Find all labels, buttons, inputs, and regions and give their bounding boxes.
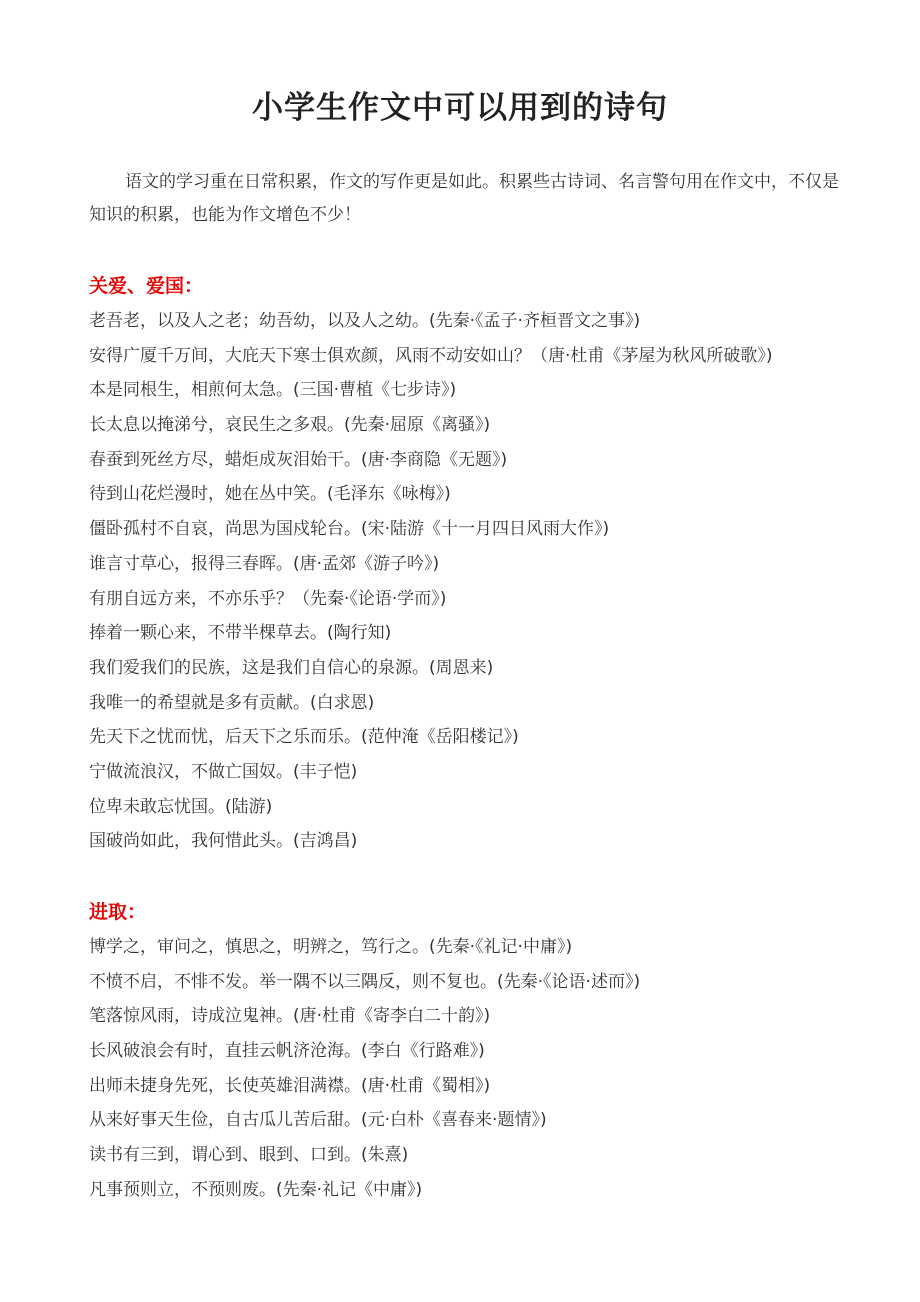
quote-line: 宁做流浪汉，不做亡国奴。(丰子恺): [89, 761, 358, 782]
quote-line: 本是同根生，相煎何太急。(三国·曹植《七步诗》): [89, 380, 457, 401]
quote-list: [89, 304, 869, 859]
section-love-patriotism: [89, 268, 869, 859]
quote-line: 出师未捷身先死，长使英雄泪满襟。(唐·杜甫《蜀相》): [89, 1075, 491, 1096]
quote-line: 安得广厦千万间，大庇天下寒士俱欢颜，风雨不动安如山？（唐·杜甫《茅屋为秋风所破歌》): [89, 345, 773, 366]
quote-line: 读书有三到，谓心到、眼到、口到。(朱熹): [89, 1145, 409, 1166]
quote-line: 不愤不启，不悱不发。举一隅不以三隅反，则不复也。(先秦·《论语·述而》): [89, 971, 641, 992]
section-heading: 进取：: [89, 901, 147, 923]
quote-line: 春蚕到死丝方尽，蜡炬成灰泪始干。(唐·李商隐《无题》): [89, 449, 508, 470]
section-progress: [89, 894, 869, 1208]
document-title: 小学生作文中可以用到的诗句: [252, 90, 668, 126]
quote-line: 长风破浪会有时，直挂云帆济沧海。(李白《行路难》): [89, 1041, 485, 1062]
quote-line: 我们爱我们的民族，这是我们自信心的泉源。(周恩来): [89, 657, 494, 678]
quote-line: 长太息以掩涕兮，哀民生之多艰。(先秦·屈原《离骚》): [89, 415, 491, 436]
quote-line: 国破尚如此，我何惜此头。(吉鸿昌): [89, 831, 358, 852]
section-heading: 关爱、爱国：: [89, 275, 204, 297]
quote-line: 从来好事天生俭，自古瓜儿苦后甜。(元·白朴《喜春来·题情》): [89, 1110, 547, 1131]
quote-line: 老吾老，以及人之老；幼吾幼，以及人之幼。(先秦·《孟子·齐桓晋文之事》): [89, 311, 641, 331]
quote-line: 谁言寸草心，报得三春晖。(唐·孟郊《游子吟》): [89, 553, 440, 574]
quote-line: 笔落惊风雨，诗成泣鬼神。(唐·杜甫《寄李白二十韵》): [89, 1006, 491, 1027]
quote-line: 博学之，审问之，慎思之，明辨之，笃行之。(先秦·《礼记·中庸》): [89, 937, 573, 957]
quote-line: 待到山花烂漫时，她在丛中笑。(毛泽东《咏梅》): [89, 484, 451, 505]
quote-line: 我唯一的希望就是多有贡献。(白求恩): [89, 692, 375, 713]
intro-paragraph: 语文的学习重在日常积累，作文的写作更是如此。积累些古诗词、名言警句用在作文中，不仅是知识的积累，也能为作文增色不少！: [89, 172, 839, 225]
quote-line: 凡事预则立，不预则废。(先秦·礼记《中庸》): [89, 1179, 423, 1200]
quote-line: 位卑未敢忘忧国。(陆游): [89, 796, 273, 817]
quote-line: 僵卧孤村不自哀，尚思为国戍轮台。(宋·陆游《十一月四日风雨大作》): [89, 519, 610, 540]
quote-line: 捧着一颗心来，不带半棵草去。(陶行知): [89, 623, 392, 644]
quote-line: 有朋自远方来，不亦乐乎？（先秦·《论语·学而》): [89, 588, 447, 609]
quote-line: 先天下之忧而忧，后天下之乐而乐。(范仲淹《岳阳楼记》): [89, 727, 519, 748]
quote-list: [89, 930, 869, 1208]
